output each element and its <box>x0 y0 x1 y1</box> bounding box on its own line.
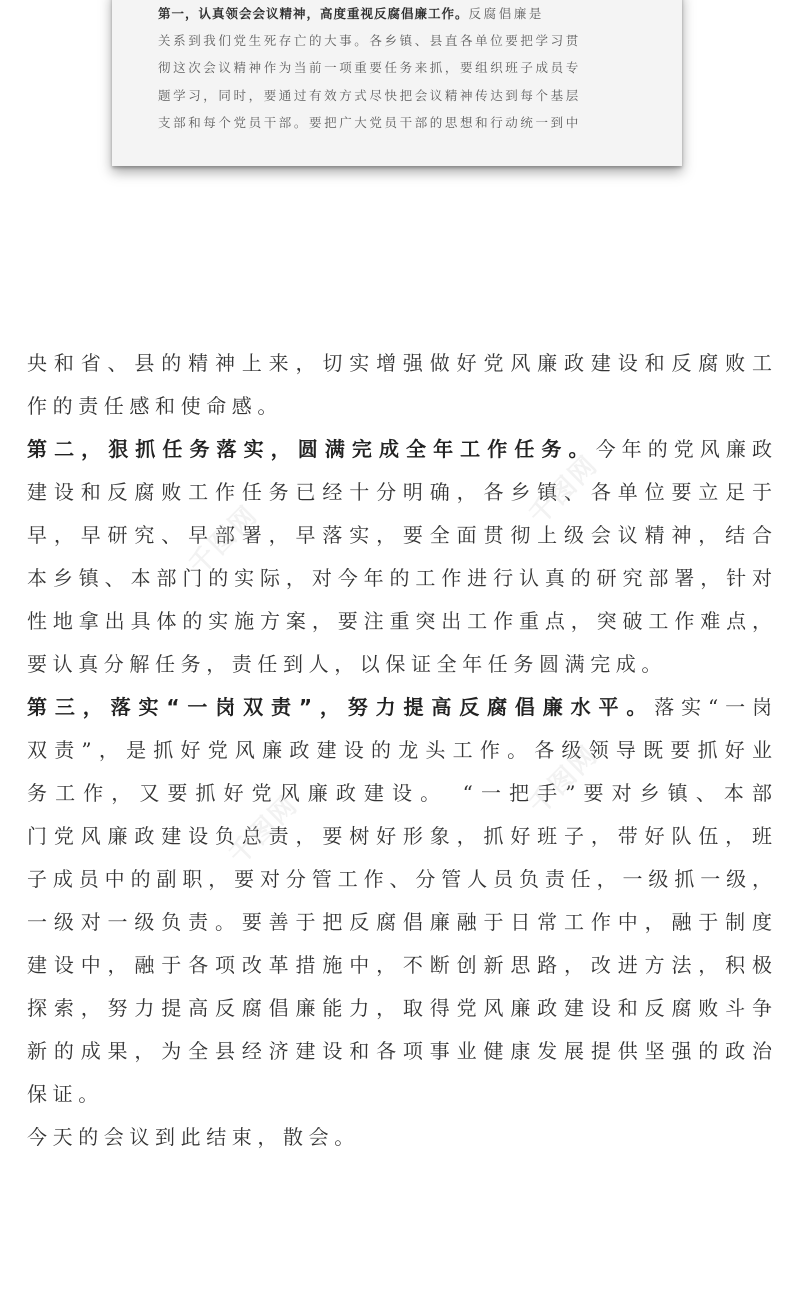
preview-text: 支部和每个党员干部。要把广大党员干部的思想和行动统一到中 <box>158 115 581 130</box>
paragraph-text: 新的成果，为全县经济建设和各项事业健康发展提供坚强的政治 <box>27 1039 772 1063</box>
paragraph-line <box>27 772 772 815</box>
paragraph-text: 双责”，是抓好党风廉政建设的龙头工作。各级领导既要抓好业 <box>27 738 772 762</box>
preview-card <box>112 0 682 166</box>
preview-line <box>158 31 643 53</box>
paragraph-line <box>27 944 772 987</box>
paragraph-line <box>27 342 772 385</box>
paragraph-line <box>27 987 772 1030</box>
preview-heading: 第一，认真领会会议精神，高度重视反腐倡廉工作。 <box>158 6 469 21</box>
section-heading: 第二，狠抓任务落实，圆满完成全年工作任务。 <box>27 437 596 461</box>
section-heading-line <box>27 428 772 471</box>
paragraph-text: 今天的会议到此结束，散会。 <box>27 1125 360 1149</box>
section-heading: 第三，落实“一岗双责”，努力提高反腐倡廉水平。 <box>27 695 655 719</box>
paragraph-text: 保证。 <box>27 1082 104 1106</box>
paragraph-line <box>27 600 772 643</box>
paragraph-text: 性地拿出具体的实施方案，要注重突出工作重点，突破工作难点， <box>27 609 772 633</box>
paragraph-text: 子成员中的副职，要对分管工作、分管人员负责任，一级抓一级， <box>27 867 772 891</box>
paragraph-text: 今年的党风廉政 <box>595 437 772 461</box>
paragraph-text: 一级对一级负责。要善于把反腐倡廉融于日常工作中，融于制度 <box>27 910 772 934</box>
preview-line <box>158 58 643 80</box>
paragraph-line <box>27 815 772 858</box>
preview-line <box>158 86 643 108</box>
paragraph-line <box>27 514 772 557</box>
paragraph-line <box>27 1073 772 1116</box>
paragraph-text: 早，早研究、早部署，早落实，要全面贯彻上级会议精神，结合 <box>27 523 772 547</box>
preview-text: 反腐倡廉是 <box>468 6 545 21</box>
watermark: 千图网 <box>523 739 605 821</box>
paragraph-line <box>27 643 772 686</box>
paragraph-line <box>27 1030 772 1073</box>
paragraph-text: 务工作，又要抓好党风廉政建设。 “一把手”要对乡镇、本部 <box>27 781 772 805</box>
paragraph-text: 本乡镇、本部门的实际，对今年的工作进行认真的研究部署，针对 <box>27 566 772 590</box>
paragraph-line <box>27 557 772 600</box>
preview-text <box>158 0 475 1</box>
watermark: 千图网 <box>223 789 305 871</box>
paragraph-line <box>27 901 772 944</box>
paragraph-line <box>27 729 772 772</box>
preview-text: 关系到我们党生死存亡的大事。各乡镇、县直各单位要把学习贯 <box>158 33 581 48</box>
preview-text: 彻这次会议精神作为当前一项重要任务来抓，要组织班子成员专 <box>158 60 581 75</box>
paragraph-text: 探索，努力提高反腐倡廉能力，取得党风廉政建设和反腐败斗争 <box>27 996 772 1020</box>
preview-line <box>158 4 643 26</box>
paragraph-line <box>27 1116 772 1159</box>
paragraph-text: 作的责任感和使命感。 <box>27 394 283 418</box>
paragraph-text: 落实“一岗 <box>654 695 772 719</box>
watermark: 千图网 <box>183 499 265 581</box>
paragraph-line <box>27 385 772 428</box>
paragraph-text: 建设和反腐败工作任务已经十分明确，各乡镇、各单位要立足于 <box>27 480 772 504</box>
paragraph-line <box>27 858 772 901</box>
paragraph-text: 要认真分解任务，责任到人，以保证全年任务圆满完成。 <box>27 652 667 676</box>
watermark: 千图网 <box>523 449 605 531</box>
document-body <box>27 342 772 1159</box>
preview-text: 题学习，同时，要通过有效方式尽快把会议精神传达到每个基层 <box>158 88 581 103</box>
paragraph-text: 建设中，融于各项改革措施中，不断创新思路，改进方法，积极 <box>27 953 772 977</box>
paragraph-line <box>27 471 772 514</box>
paragraph-text: 门党风廉政建设负总责，要树好形象，抓好班子，带好队伍，班 <box>27 824 772 848</box>
paragraph-text: 央和省、县的精神上来，切实增强做好党风廉政建设和反腐败工 <box>27 351 772 375</box>
section-heading-line <box>27 686 772 729</box>
preview-line <box>158 113 643 135</box>
